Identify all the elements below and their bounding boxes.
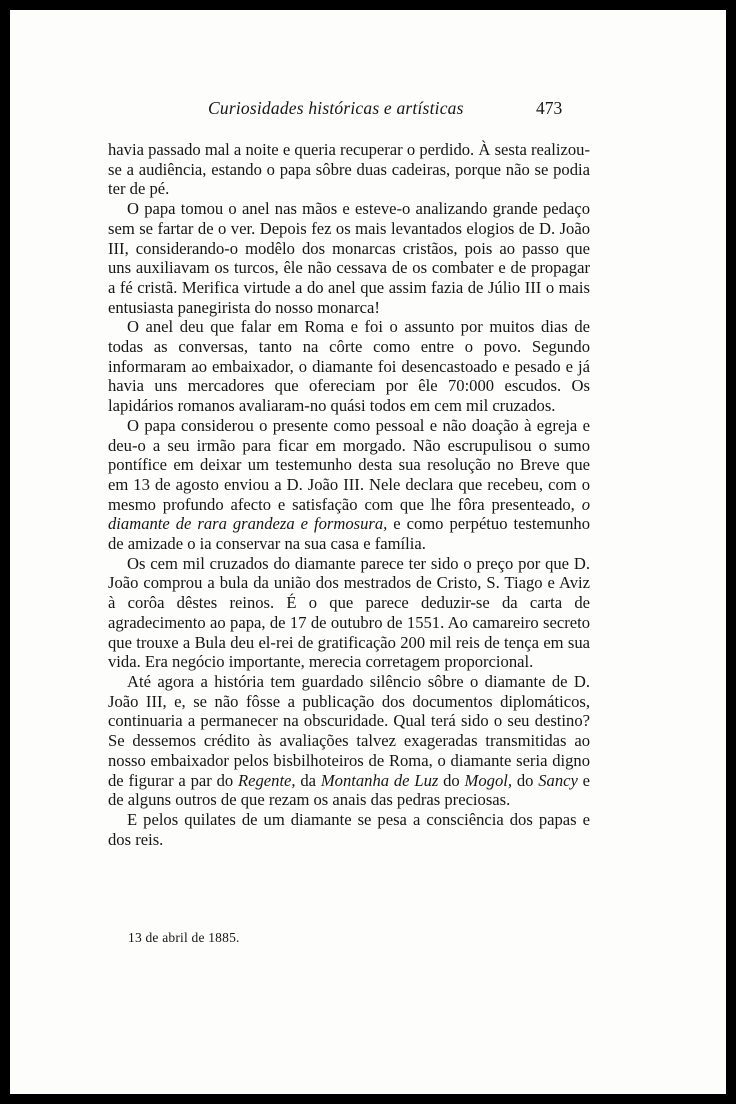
- text-run: da: [295, 770, 321, 790]
- text-run: E pelos quilates de um diamante se pesa a consciência dos papas e dos reis.: [108, 809, 590, 849]
- dateline: 13 de abril de 1885.: [128, 930, 240, 945]
- running-title: Curiosidades históricas e artísticas: [208, 98, 464, 118]
- text-run: O anel deu que falar em Roma e foi o assunto por muitos dias de todas as conversas, tanto na côrte como entre o povo. Segundo informaram ao embaixador, o diamante foi desencastoado e pesado e já havia uns mercadores que ofereciam por êle 70:000 escudos. Os lapidários romanos avaliaram-no quási todos em cem mil cruzados.: [108, 317, 590, 416]
- paragraph: [108, 140, 590, 199]
- paragraph: [108, 810, 590, 849]
- text-run: e como perpétuo testemunho de amizade o ia conservar na sua casa e família.: [108, 514, 590, 554]
- text-run: O papa considerou o presente como pessoal e não doação à egreja e deu-o a seu irmão para ficar em morgado. Não escrupulisou o sumo pontífice em deixar um testemunho desta sua resolução no Breve que em 13 de agosto enviou a D. João III. Nele declara que recebeu, com o mesmo profundo afecto e satisfação com que lhe fôra presenteado,: [108, 415, 590, 514]
- page-number: 473: [536, 98, 563, 118]
- text-run: havia passado mal a noite e queria recuperar o perdido. À sesta realizou-se a audiência, estando o papa sôbre duas cadeiras, porque não se podia ter de pé.: [108, 140, 590, 199]
- paragraph: [108, 672, 590, 810]
- paragraph: [108, 199, 590, 317]
- text-run: e de alguns outros de que rezam os anais das pedras preciosas.: [108, 770, 591, 810]
- italic-phrase: Regente,: [237, 770, 296, 790]
- paragraph: [108, 554, 590, 672]
- page-header: [10, 98, 726, 124]
- text-run: Os cem mil cruzados do diamante parece ter sido o preço por que D. João comprou a bula da união dos mestrados de Cristo, S. Tiago e Aviz à corôa dêstes reinos. É o que parece deduzir-se da carta de agradecimento ao papa, de 17 de outubro de 1551. Ao camareiro secreto que trouxe a Bula deu el-rei de gratificação 200 mil reis de tença em sua vida. Era negócio importante, merecia corretagem proporcional.: [108, 553, 590, 672]
- italic-phrase: Montanha de Luz: [320, 770, 439, 790]
- italic-phrase: Mogol,: [464, 770, 513, 790]
- paragraph: [108, 416, 590, 554]
- italic-phrase: o diamante de rara grandeza e formosura,: [108, 494, 590, 534]
- text-run: do: [512, 770, 539, 790]
- book-page: [10, 10, 726, 1094]
- text-run: do: [438, 770, 465, 790]
- text-run: Até agora a história tem guardado silêncio sôbre o diamante de D. João III, e, se não fôsse a publicação dos documentos diplomáticos, continuaria a permanecer na obscuridade. Qual terá sido o seu destino? Se dessemos crédito às avaliações talvez exageradas transmitidas ao nosso embaixador pelos bisbilhoteiros de Roma, o diamante seria digno de figurar a par do: [108, 671, 590, 790]
- italic-phrase: Sancy: [538, 770, 578, 790]
- text-run: O papa tomou o anel nas mãos e esteve-o analizando grande pedaço sem se fartar de o ver. Depois fez os mais levantados elogios de D. João III, considerando-o modêlo dos monarcas cristãos, pois ao passo que uns auxiliavam os turcos, êle não cessava de os combater e de propagar a fé cristã. Merifica virtude a do anel que assim fazia de Júlio III o mais entusiasta panegirista do nosso monarca!: [108, 199, 590, 317]
- paragraph: [108, 317, 590, 416]
- body-text: [108, 140, 590, 849]
